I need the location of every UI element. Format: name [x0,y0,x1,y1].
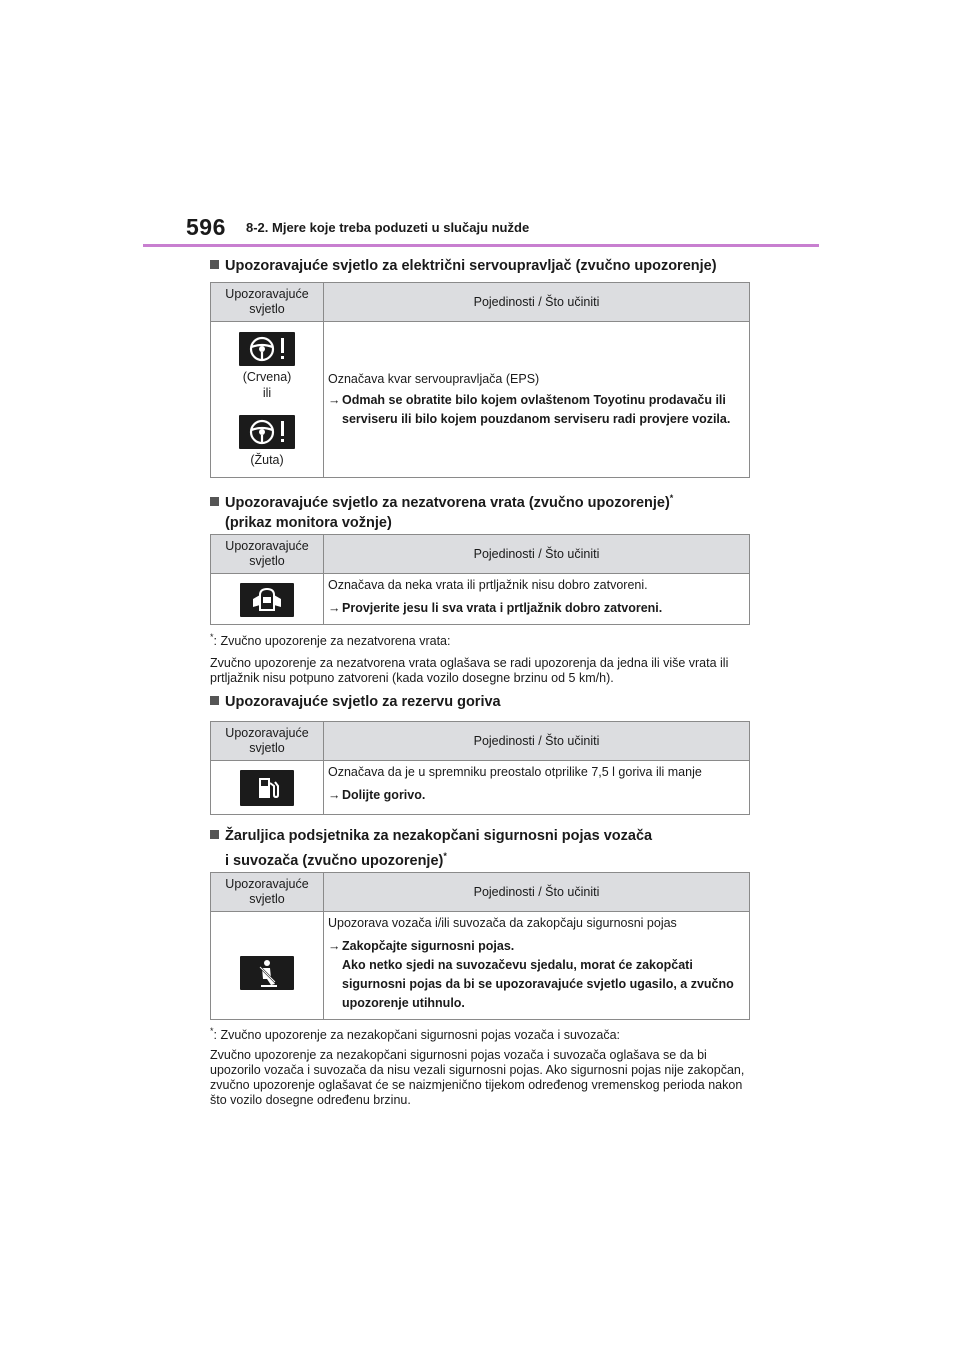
action-text: Zakopčajte sigurnosni pojas. Ako netko sjedi na suvozačevu sjedalu, morat će zakopčati sigurnosni pojas da bi se upozoravajuće svjetlo ugasilo, a zvučno upozorenje utihnulo. [342,939,734,1010]
details-cell [324,761,750,815]
icon-cell [211,761,324,815]
description-text: Označava da neka vrata ili prtljažnik nisu dobro zatvoreni. [328,578,648,592]
footnote-door-text: Zvučno upozorenje za nezatvorena vrata oglašava se radi upozorenja da jedna ili više vrata ili prtljažnik nisu potpuno zatvoreni (kada vozilo dosegne brzinu od 5 km/h). [210,656,729,685]
action-text: Provjerite jesu li sva vrata i prtljažnik dobro zatvoreni. [342,601,663,615]
column-header-light: Upozoravajuće svjetlo [211,722,324,761]
table-fuel [210,721,750,815]
caption-yellow: (Žuta) [250,452,284,467]
details-cell [324,912,750,1020]
column-header-details: Pojedinosti / Što učiniti [324,722,750,761]
column-header-details: Pojedinosti / Što učiniti [324,535,750,574]
square-bullet-icon [210,830,219,839]
action-text: Dolijte gorivo. [342,788,426,802]
description-text: Označava da je u spremniku preostalo otprilike 7,5 l goriva ili manje [328,765,702,779]
footnote-door-title: *: Zvučno upozorenje za nezatvorena vrata: [210,632,451,648]
steering-warning-icon [239,332,295,366]
table-door [210,534,750,625]
section-title-door: Upozoravajuće svjetlo za nezatvorena vrata (zvučno upozorenje)* (prikaz monitora vožnje) [210,488,673,533]
square-bullet-icon [210,260,219,269]
seatbelt-icon [240,956,294,990]
page-header [186,214,820,244]
column-header-light: Upozoravajuće svjetlo [211,535,324,574]
description-text: Upozorava vozača i/ili suvozača da zakopčaju sigurnosni pojas [328,916,677,930]
column-header-light: Upozoravajuće svjetlo [211,283,324,322]
action-text: Odmah se obratite bilo kojem ovlaštenom Toyotinu prodavaču ili serviseru ili bilo kojem pouzdanom serviseru radi provjere vozila. [342,393,731,426]
icon-cell [211,322,324,478]
arrow-icon: → [328,393,341,407]
column-header-details: Pojedinosti / Što učiniti [324,873,750,912]
arrow-icon: → [328,939,341,953]
steering-warning-icon [239,415,295,449]
icon-cell [211,574,324,625]
open-door-icon [240,583,294,617]
description-text: Označava kvar servoupravljača (EPS) [328,372,540,386]
details-cell [324,322,750,478]
table-eps [210,282,750,478]
icon-cell [211,912,324,1020]
header-rule [143,244,819,247]
details-cell [324,574,750,625]
arrow-icon: → [328,788,341,802]
arrow-icon: → [328,601,341,615]
square-bullet-icon [210,696,219,705]
caption-or: ili [262,385,272,400]
table-belt [210,872,750,1020]
square-bullet-icon [210,497,219,506]
section-title-eps: Upozoravajuće svjetlo za električni servoupravljač (zvučno upozorenje) [210,256,717,276]
section-title-fuel: Upozoravajuće svjetlo za rezervu goriva [210,692,501,712]
chapter-title: 8-2. Mjere koje treba poduzeti u slučaju nužde [246,220,530,235]
footnote-belt-title: *: Zvučno upozorenje za nezakopčani sigurnosni pojas vozača i suvozača: [210,1026,621,1042]
fuel-pump-icon [240,770,294,806]
column-header-details: Pojedinosti / Što učiniti [324,283,750,322]
section-title-belt: Žaruljica podsjetnika za nezakopčani sigurnosni pojas vozača i suvozača (zvučno upozorenje)* [210,826,652,871]
column-header-light: Upozoravajuće svjetlo [211,873,324,912]
footnote-belt-text: Zvučno upozorenje za nezakopčani sigurnosni pojas vozača i suvozača oglašava se da bi upozorilo vozača i suvozača da nisu vezali sigurnosni pojas. Ako sigurnosni pojas nije zakopčan, zvučno upozorenje oglašavat će se naizmjenično tijekom određenog vremenskog perioda nakon što vozilo dosegne određenu brzinu. [210,1048,745,1107]
page-number: 596 [186,214,226,240]
caption-red: (Crvena) [242,369,292,384]
